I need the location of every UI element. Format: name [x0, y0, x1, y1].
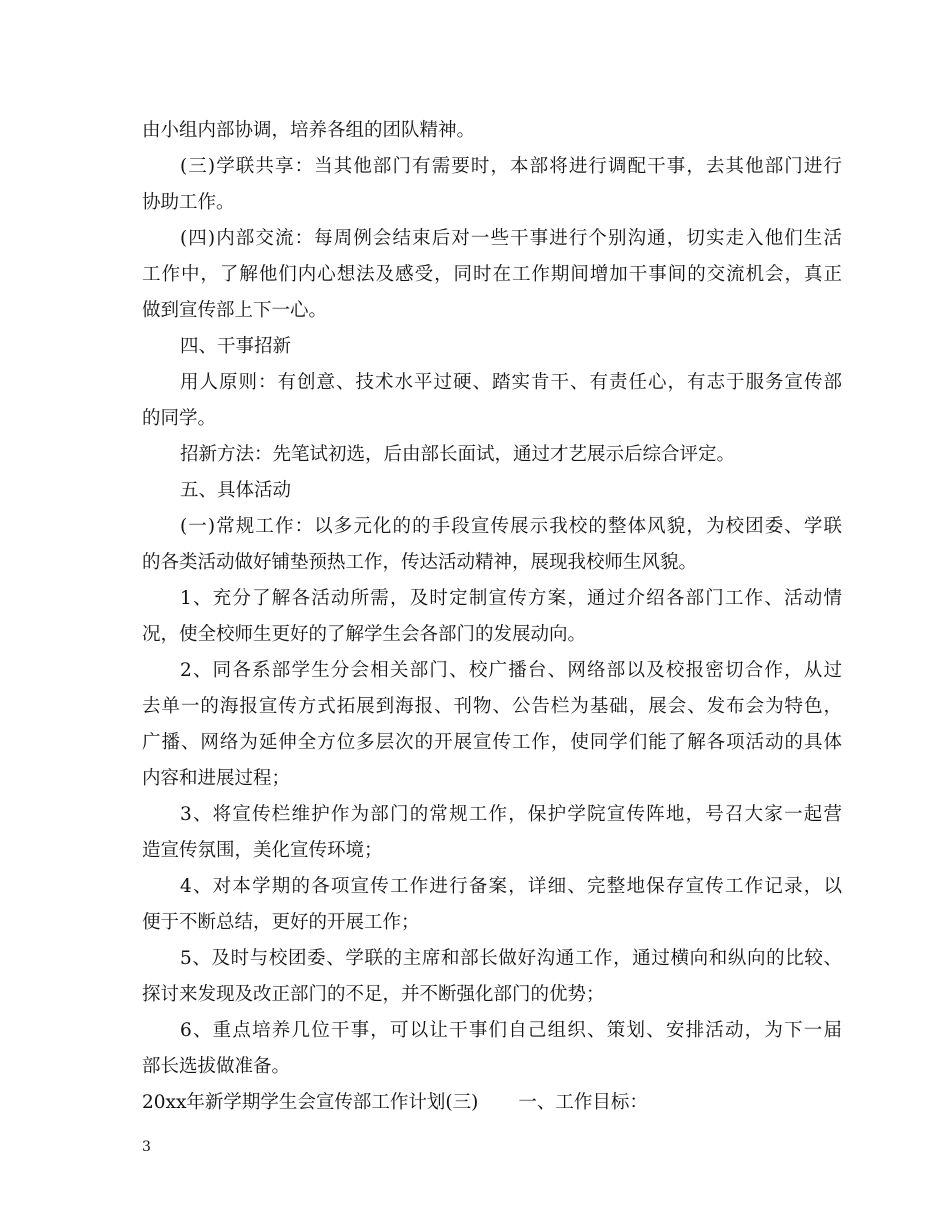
- text-line: 去单一的海报宣传方式拓展到海报、刊物、公告栏为基础，展会、发布会为特色，: [142, 696, 842, 717]
- text-line: 协助工作。: [142, 192, 235, 213]
- text-line: 的各类活动做好铺垫预热工作，传达活动精神，展现我校师生风貌。: [142, 552, 698, 573]
- text-line: 的同学。: [142, 408, 217, 429]
- text-line: 4、对本学期的各项宣传工作进行备案，详细、完整地保存宣传工作记录，以: [180, 876, 842, 897]
- text-line: 3、将宣传栏维护作为部门的常规工作，保护学院宣传阵地，号召大家一起营: [180, 804, 842, 825]
- text-line: 5、及时与校团委、学联的主席和部长做好沟通工作，通过横向和纵向的比较、: [180, 948, 842, 969]
- text-line: 造宣传氛围，美化宣传环境；: [142, 840, 383, 861]
- text-line: 用人原则：有创意、技术水平过硬、踏实肯干、有责任心，有志于服务宣传部: [180, 372, 842, 393]
- text-line: 工作中，了解他们内心想法及感受，同时在工作期间增加干事间的交流机会，真正: [142, 264, 842, 285]
- text-line: (一)常规工作：以多元化的的手段宣传展示我校的整体风貌，为校团委、学联: [180, 516, 842, 537]
- section-heading: 五、具体活动: [180, 480, 292, 501]
- text-line: 招新方法：先笔试初选，后由部长面试，通过才艺展示后综合评定。: [180, 444, 736, 465]
- text-line: 2、同各系部学生分会相关部门、校广播台、网络部以及校报密切合作，从过: [180, 660, 842, 681]
- page-number: 3: [142, 1139, 151, 1155]
- closing-heading: 一、工作目标：: [518, 1092, 648, 1113]
- section-heading: 四、干事招新: [180, 336, 292, 357]
- text-line: 做到宣传部上下一心。: [142, 300, 328, 321]
- closing-title: 20xx年新学期学生会宣传部工作计划(三): [142, 1092, 479, 1113]
- text-line: 内容和进展过程；: [142, 768, 291, 789]
- text-line: 由小组内部协调，培养各组的团队精神。: [142, 120, 476, 141]
- text-line: 1、充分了解各活动所需，及时定制宣传方案，通过介绍各部门工作、活动情: [180, 588, 842, 609]
- text-line: 广播、网络为延伸全方位多层次的开展宣传工作，使同学们能了解各项活动的具体: [142, 732, 842, 753]
- text-line: 部长选拔做准备。: [142, 1056, 291, 1077]
- document-body: [142, 113, 842, 1121]
- closing-title-line: [142, 1085, 842, 1121]
- text-line: (四)内部交流：每周例会结束后对一些干事进行个别沟通，切实走入他们生活: [180, 228, 842, 249]
- text-line: 6、重点培养几位干事，可以让干事们自己组织、策划、安排活动，为下一届: [180, 1020, 842, 1041]
- text-line: 便于不断总结，更好的开展工作；: [142, 912, 420, 933]
- text-line: 探讨来发现及改正部门的不足，并不断强化部门的优势；: [142, 984, 605, 1005]
- text-line: (三)学联共享：当其他部门有需要时，本部将进行调配干事，去其他部门进行: [180, 156, 842, 177]
- text-line: 况，使全校师生更好的了解学生会各部门的发展动向。: [142, 624, 587, 645]
